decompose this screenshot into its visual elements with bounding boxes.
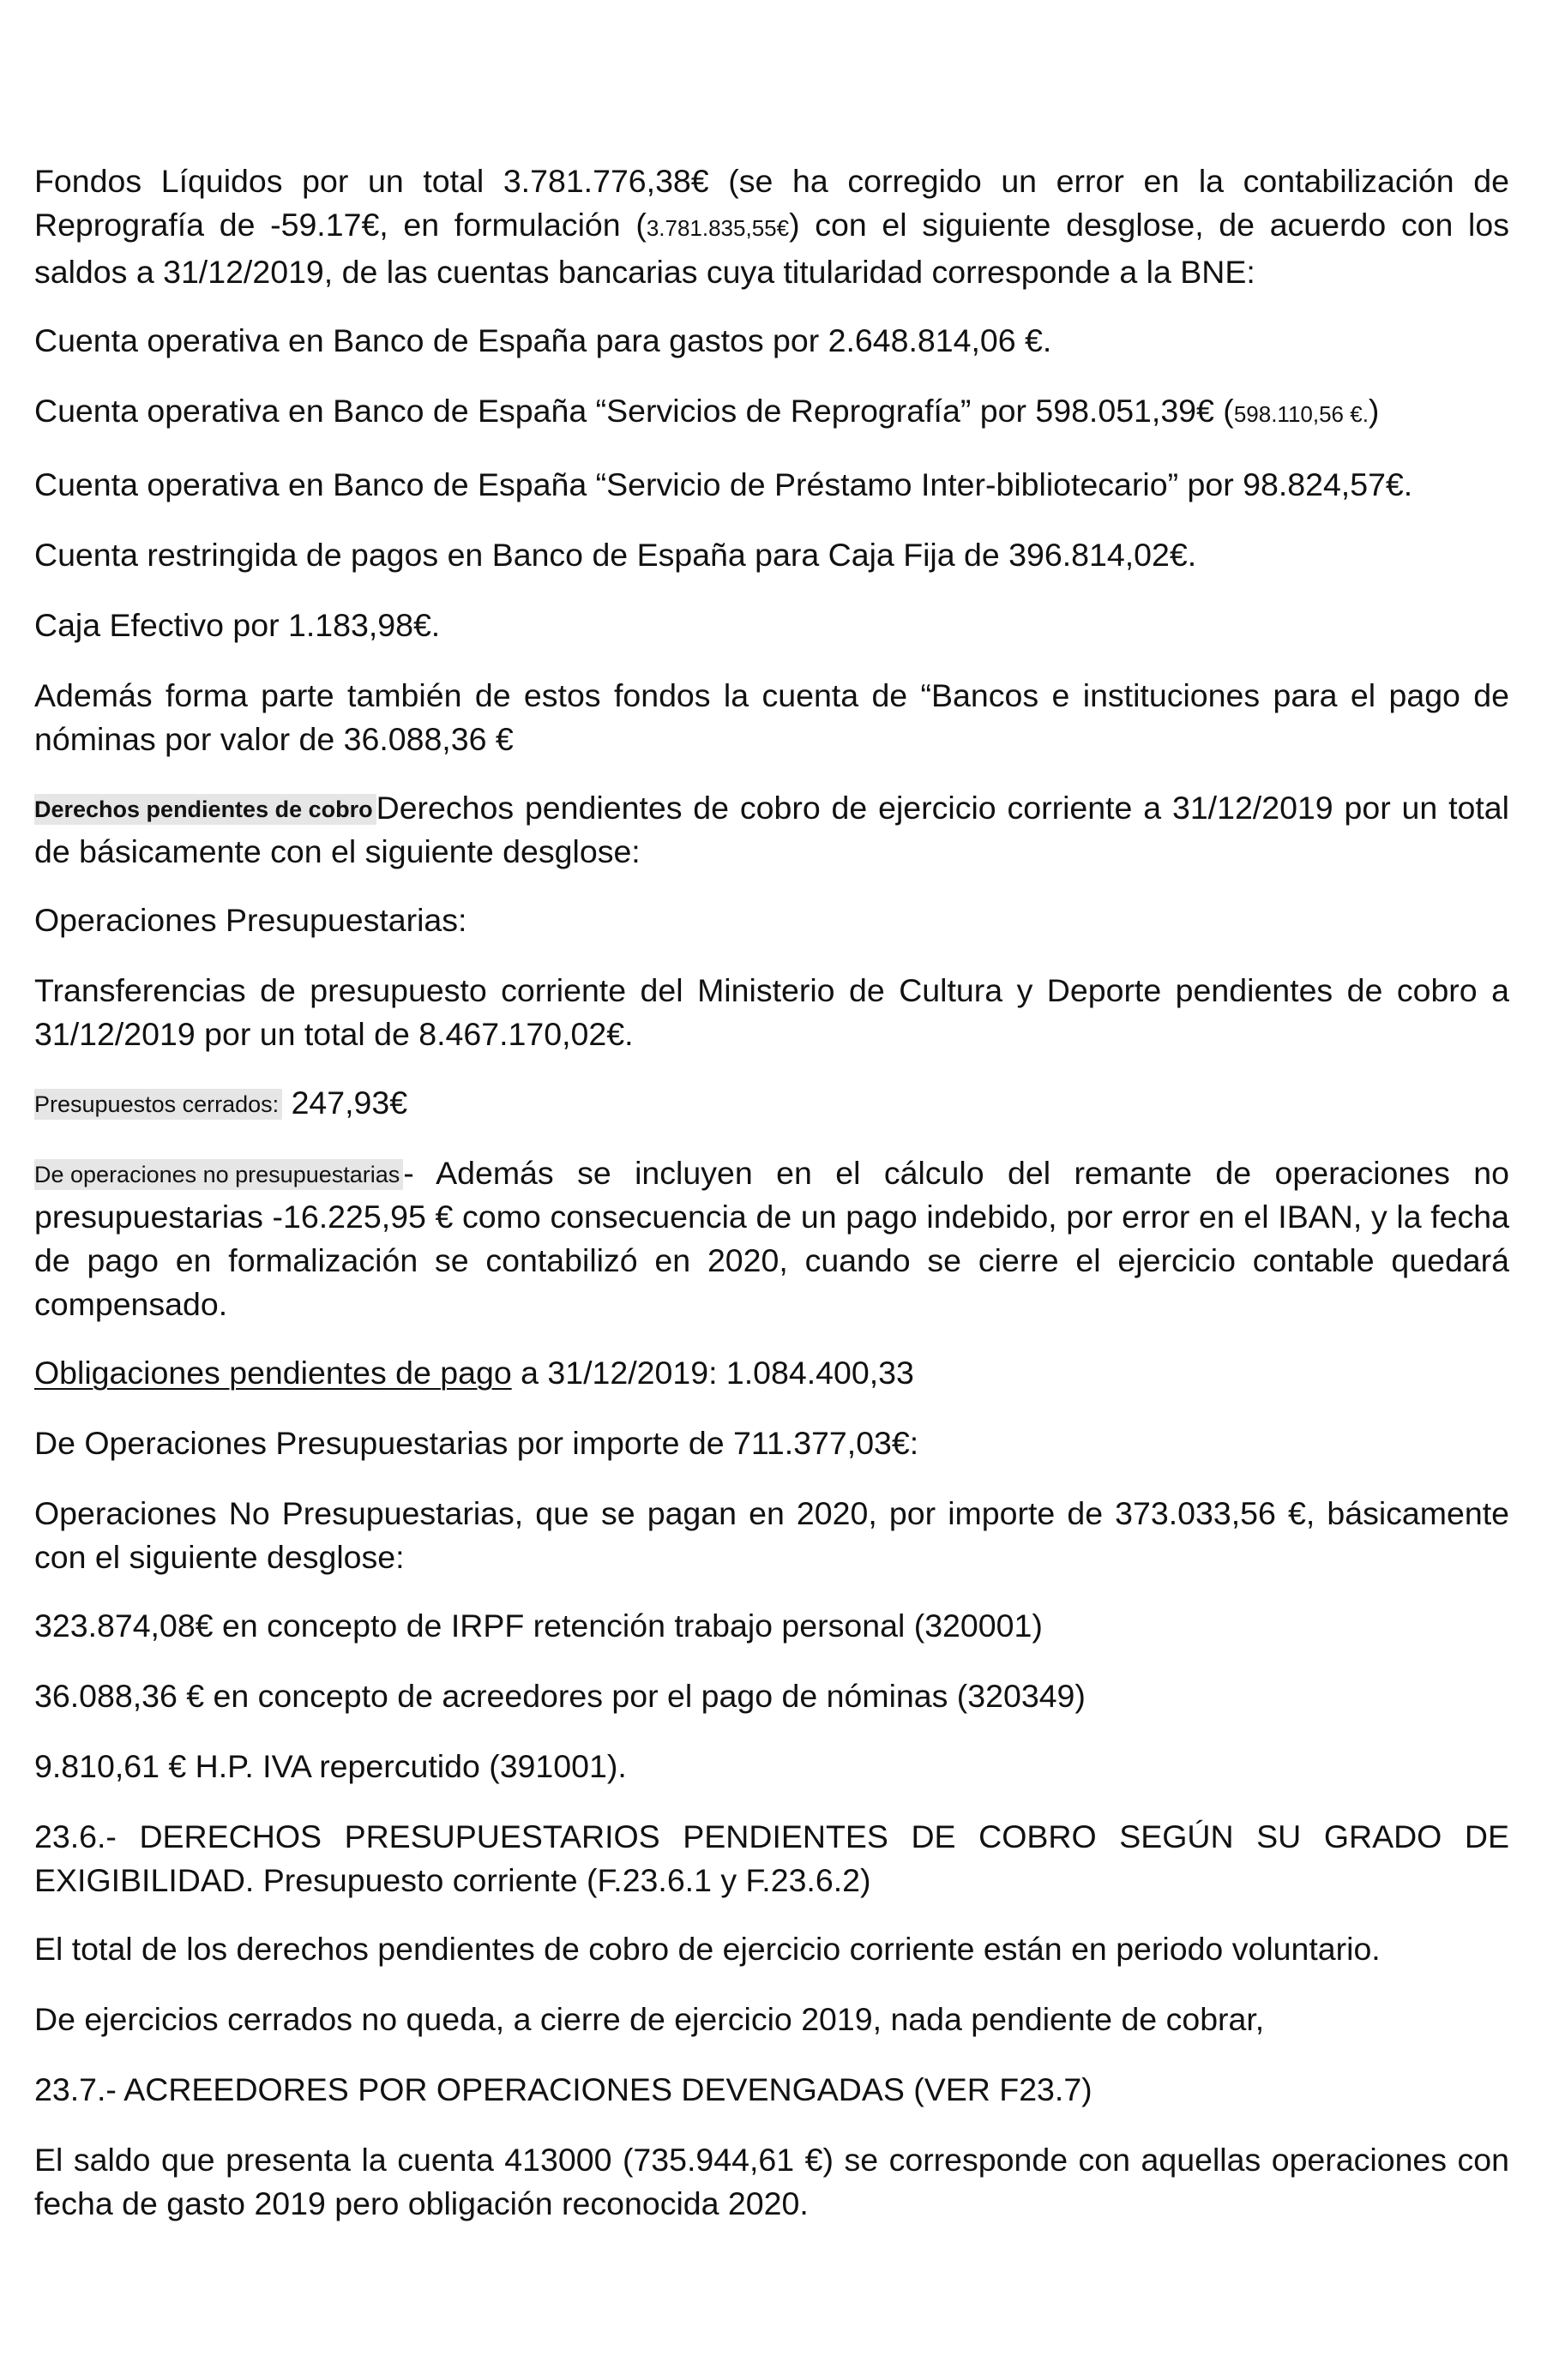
paragraph-cuenta-reprografia xyxy=(34,389,1509,436)
paragraph-fondos-liquidos xyxy=(34,159,1509,294)
derechos-pendientes-label: Derechos pendientes de cobro xyxy=(34,794,376,825)
obligaciones-text: a 31/12/2019: 1.084.400,33 xyxy=(511,1355,914,1391)
paragraph-periodo-voluntario: El total de los derechos pendientes de cobro de ejercicio corriente están en periodo voluntario. xyxy=(34,1931,1381,1967)
paragraph-derechos-pendientes xyxy=(34,786,1509,874)
paragraph-presupuestos-cerrados xyxy=(34,1081,1509,1125)
paragraph-ejercicios-cerrados: De ejercicios cerrados no queda, a cierre de ejercicio 2019, nada pendiente de cobrar, xyxy=(34,2001,1265,2037)
paragraph-obligaciones xyxy=(34,1351,1509,1395)
paragraph-iva: 9.810,61 € H.P. IVA repercutido (391001). xyxy=(34,1748,627,1784)
fondos-liquidos-text-cont: ) con el siguiente desglose, de acuerdo con los saldos a 31/12/2019, de las cuentas bancarias cuya titularidad corresponde a la BNE: xyxy=(34,207,1509,290)
paragraph-irpf: 323.874,08€ en concepto de IRPF retención trabajo personal (320001) xyxy=(34,1608,1043,1644)
no-presupuestarias-label: De operaciones no presupuestarias xyxy=(34,1159,403,1190)
obligaciones-heading: Obligaciones pendientes de pago xyxy=(34,1355,512,1391)
reprografia-small-amount: 598.110,56 €. xyxy=(1233,401,1369,427)
derechos-pendientes-text: Derechos pendientes de cobro de ejercicio corriente a 31/12/2019 por un total de básicamente con el siguiente desglose: xyxy=(34,790,1509,869)
presupuestos-cerrados-amount: 247,93€ xyxy=(282,1085,408,1121)
no-presupuestarias-text: - Además se incluyen en el cálculo del remante de operaciones no presupuestarias -16.225,95 € como consecuencia de un pago indebido, por error en el IBAN, y la fecha de pago en formalización se contabilizó en 2020, cuando se cierre el ejercicio contable quedará compensado. xyxy=(34,1155,1509,1322)
paragraph-saldo-413000: El saldo que presenta la cuenta 413000 (735.944,61 €) se corresponde con aquellas operaciones con fecha de gasto 2019 pero obligación reconocida 2020. xyxy=(34,2142,1509,2221)
formulacion-amount: 3.781.835,55€ xyxy=(646,215,790,241)
paragraph-op-no-presupuestarias: Operaciones No Presupuestarias, que se pagan en 2020, por importe de 373.033,56 €, básicamente con el siguiente desglose: xyxy=(34,1495,1509,1575)
paragraph-cuenta-prestamo: Cuenta operativa en Banco de España “Servicio de Préstamo Inter-bibliotecario” por 98.824,57€. xyxy=(34,466,1413,502)
presupuestos-cerrados-label: Presupuestos cerrados: xyxy=(34,1089,282,1120)
paragraph-operaciones-presupuestarias: Operaciones Presupuestarias: xyxy=(34,902,467,938)
paragraph-op-presupuestarias-importe: De Operaciones Presupuestarias por importe de 711.377,03€: xyxy=(34,1425,919,1461)
reprografia-text: Cuenta operativa en Banco de España “Servicios de Reprografía” por 598.051,39€ ( xyxy=(34,393,1234,429)
document-page xyxy=(34,159,1509,2251)
paragraph-acreedores-nominas: 36.088,36 € en concepto de acreedores por el pago de nóminas (320349) xyxy=(34,1678,1086,1714)
section-heading-23-7: 23.7.- ACREEDORES POR OPERACIONES DEVENGADAS (VER F23.7) xyxy=(34,2071,1093,2107)
paragraph-nominas: Además forma parte también de estos fondos la cuenta de “Bancos e instituciones para el pago de nóminas por valor de 36.088,36 € xyxy=(34,677,1509,757)
reprografia-close-paren: ) xyxy=(1368,393,1380,429)
paragraph-cuenta-restringida: Cuenta restringida de pagos en Banco de España para Caja Fija de 396.814,02€. xyxy=(34,537,1197,573)
paragraph-caja-efectivo: Caja Efectivo por 1.183,98€. xyxy=(34,607,441,643)
paragraph-transferencias: Transferencias de presupuesto corriente del Ministerio de Cultura y Deporte pendientes de cobro a 31/12/2019 por un total de 8.467.170,02€. xyxy=(34,972,1509,1052)
paragraph-no-presupuestarias xyxy=(34,1151,1509,1326)
paragraph-cuenta-gastos: Cuenta operativa en Banco de España para gastos por 2.648.814,06 €. xyxy=(34,322,1052,358)
section-heading-23-6: 23.6.- DERECHOS PRESUPUESTARIOS PENDIENTES DE COBRO SEGÚN SU GRADO DE EXIGIBILIDAD. Presupuesto corriente (F.23.6.1 y F.23.6.2) xyxy=(34,1818,1509,1898)
fondos-liquidos-text: Fondos Líquidos por un total 3.781.776,38€ (se ha corregido un error en la contabilización de Reprografía de -59.17€, en formulación ( xyxy=(34,163,1509,243)
